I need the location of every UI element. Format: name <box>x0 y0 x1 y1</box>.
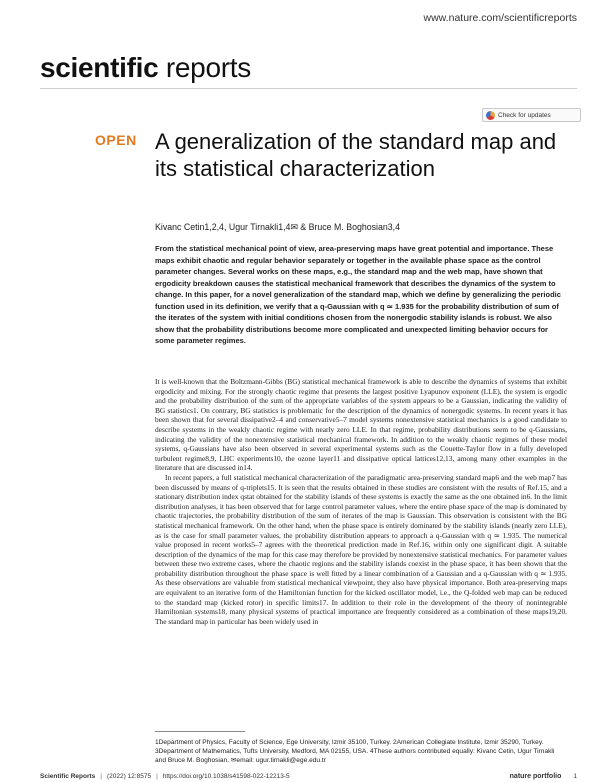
footer-separator: | <box>100 773 102 780</box>
footnote-divider <box>155 731 245 732</box>
check-updates-label: Check for updates <box>498 111 551 119</box>
logo-light: reports <box>158 52 251 83</box>
crossmark-icon <box>486 111 495 120</box>
check-for-updates-button[interactable] <box>482 108 581 122</box>
page-footer <box>40 773 577 780</box>
footer-citation: (2022) 12:8575 <box>106 773 152 780</box>
publisher-logo: nature portfolio <box>509 773 562 780</box>
article-title: A generalization of the standard map and its statistical characterization <box>155 129 557 181</box>
footer-separator: | <box>156 773 158 780</box>
open-access-label: OPEN <box>95 132 137 148</box>
affiliations-footnote: 1Department of Physics, Faculty of Science, Ege University, Izmir 35100, Turkey. 2American Collegiate Institute, Izmir 35290, Turkey. 3Department of Mathematics, Tufts University, Medford, MA 02155, USA. 4These authors contributed equally: Kivanc Cetin, Ugur Tirnakli and Bruce M. Boghosian. ✉email: ugur.tirnakli@ege.edu.tr <box>155 739 555 764</box>
body-paragraph: It is well-known that the Boltzmann-Gibbs (BG) statistical mechanical framework is able to describe the dynamics of systems that exhibit ergodicity and mixing. For the strongly chaotic regime that presents the largest positive Lyapunov exponent (LLE), the system is ergodic and the probability distribution of the sum of the appropriate variables of the system appears to be a Gaussian, indicating the validity of BG statistics1. On contrary, BG statistics is problematic for the description of the dynamics of nonergodic systems. In recent years it has been shown that for several dissipative2–4 and conservative5–7 model systems nonextensive statistical mechanics is a good candidate to describe systems in the weakly chaotic regime with nearly zero LLE. In that regime, probability distributions seem to be q-Gaussians, indicating the validity of the nonextensive statistical mechanical framework. In addition to the weakly chaotic regimes of these model systems, q-Gaussians have also been observed in several experimental systems such as the Couette-Taylor flow in a fully developed turbulent regime8,9, LHC experiments10, the ozone layer11 and dissipative optical lattices12,13, among many other examples in the literature that are discussed in14. <box>155 377 567 473</box>
journal-logo <box>40 52 251 84</box>
page-number: 1 <box>573 773 577 780</box>
logo-bold: scientific <box>40 52 159 83</box>
body-paragraph: In recent papers, a full statistical mechanical characterization of the paradigmatic area-preserving standard map6 and the web map7 has been discussed by means of q-triplets15. It is seen that the results obtained in these studies are consistent with the results of Ref.15, and a stationary distribution index qstat obtained for the stability islands of these systems is exactly the same as the one obtained in6. In the limit distribution analyses, it has been observed that for large control parameter values, where the entire phase space of the map is dominated by chaotic trajectories, the probability distribution of the sum of iterates of the map is Gaussian. This observation is consistent with the BG statistical mechanical framework. On the other hand, when the phase space is entirely dominated by the stability islands (nearly zero LLE), as is the case for small parameter values, the probability distribution appears to approach a q-Gaussian with q ≃ 1.935. The numerical value proposed in recent works5–7 agrees with the theoretical prediction made in Ref.16, within only one significant digit. A suitable description of the dynamics of the map for this case may therefore be provided by nonextensive statistical mechanics. For parameter values between these two extreme cases, where the chaotic regions and the stability islands coexist in the phase space, it has been shown that the probability distribution throughout the phase space is well fitted by a linear combination of a Gaussian and a q-Gaussian with q ≃ 1.935. As these observations are valuable from statistical mechanical viewpoint, they also have physical importance. Both area-preserving maps are equivalent to an iterative form of the Hamiltonian function for the kicked oscillator model, i.e., the Q-folded web map can be reduced to the standard map (kicked rotor) in specific limits17. In addition to their role in the development of the theory of nonintegrable Hamiltonian systems18, many physical systems of practical importance are frequently considered as a combination of these maps19,20. The standard map in particular has been widely used in <box>155 472 567 626</box>
author-list: Kivanc Cetin1,2,4, Ugur Tirnakli1,4✉ & Bruce M. Boghosian3,4 <box>155 222 401 232</box>
article-body <box>155 377 567 626</box>
abstract: From the statistical mechanical point of view, area-preserving maps have great potential and importance. These maps exhibit chaotic and regular behavior separately or together in the available phase space as the control parameter changes. Several works on these maps, e.g., the standard map and the web map, have shown that ergodicity breakdown causes the statistical mechanical framework that describes the dynamics of the system to change. In this paper, for a novel generalization of the standard map, which we define by generalizing the periodic function used in its definition, we verify that a q-Gaussian with q ≃ 1.935 for the probability distribution of sum of the iterates of the system with initial conditions chosen from the nonergodic stability islands is robust. We also show that the probability distributions become more complicated and unexpected limiting behavior occurs for some parameter regimes. <box>155 244 561 345</box>
header-divider <box>40 88 577 89</box>
footer-journal: Scientific Reports <box>40 773 96 780</box>
journal-url[interactable]: www.nature.com/scientificreports <box>423 12 577 24</box>
doi-link[interactable]: https://doi.org/10.1038/s41598-022-12213-5 <box>162 773 290 780</box>
